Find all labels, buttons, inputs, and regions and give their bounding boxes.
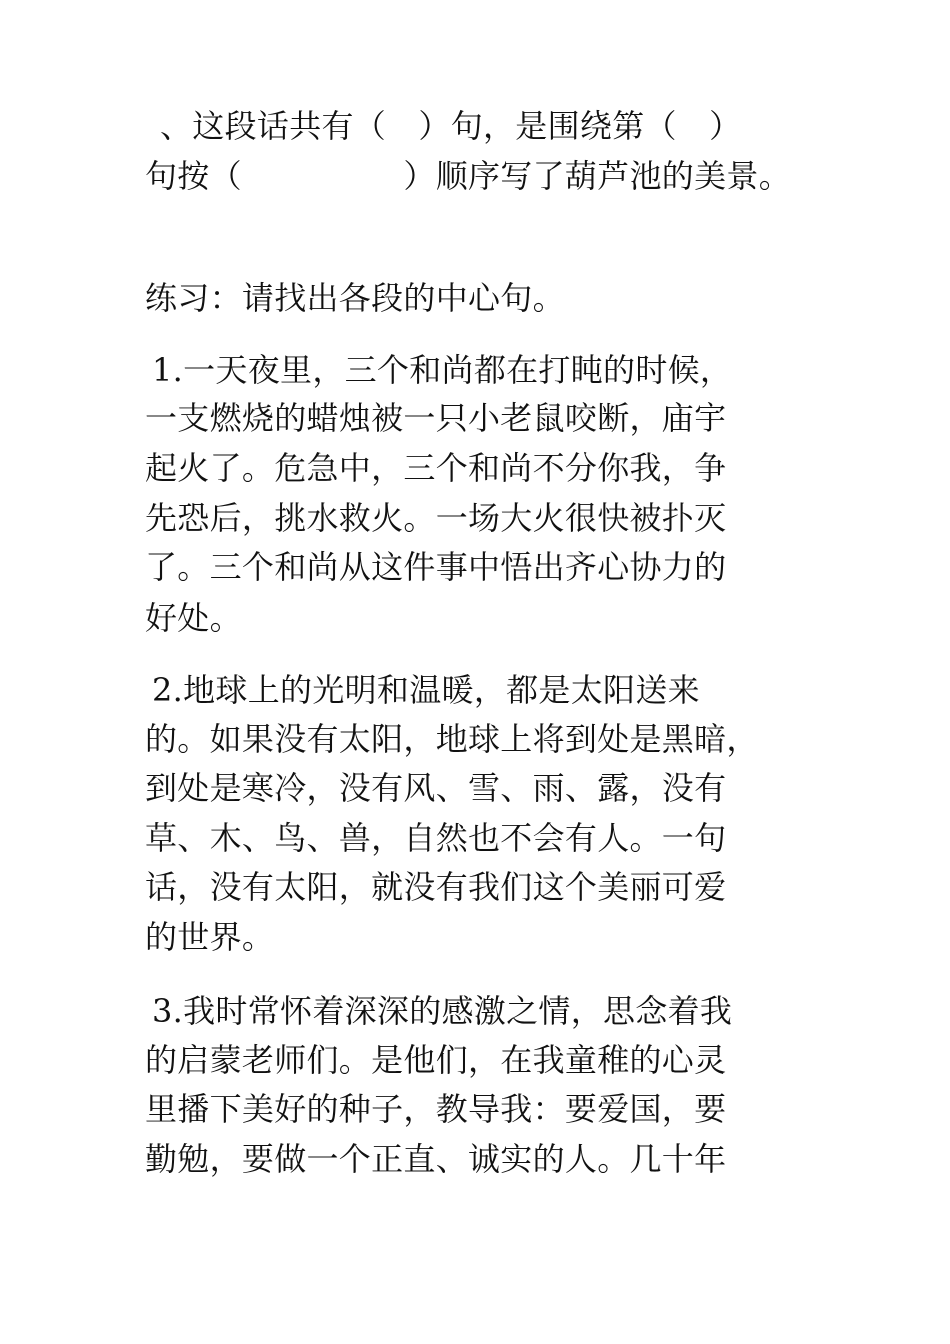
paragraph-2-line-4: 草、木、鸟、兽，自然也不会有人。一句 [145,819,727,857]
paragraph-2-line-5: 话，没有太阳，就没有我们这个美丽可爱 [145,868,727,906]
paragraph-1-line-4: 先恐后，挑水救火。一场大火很快被扑灭 [145,499,727,537]
paragraph-3-line-1: 3.我时常怀着深深的感激之情，思念着我 [152,992,733,1030]
paragraph-2-line-6: 的世界。 [145,918,275,956]
paragraph-1-line-6: 好处。 [145,599,242,637]
paragraph-1-line-2: 一支燃烧的蜡烛被一只小老鼠咬断，庙宇 [145,399,727,437]
question-line-1: 、这段话共有（ ）句，是围绕第（ ） [160,107,742,145]
paragraph-1-line-1: 1.一天夜里，三个和尚都在打盹的时候， [152,351,733,389]
question-line-2: 句按（ ）顺序写了葫芦池的美景。 [145,157,792,195]
paragraph-3-line-3: 里播下美好的种子，教导我：要爱国，要 [145,1090,727,1128]
exercise-heading: 练习：请找出各段的中心句。 [145,279,565,317]
paragraph-2-line-1: 2.地球上的光明和温暖，都是太阳送来 [152,671,700,709]
paragraph-1-line-5: 了。三个和尚从这件事中悟出齐心协力的 [145,548,727,586]
paragraph-2-line-3: 到处是寒冷，没有风、雪、雨、露，没有 [145,769,727,807]
paragraph-3-line-4: 勤勉，要做一个正直、诚实的人。几十年 [145,1140,727,1178]
paragraph-1-line-3: 起火了。危急中，三个和尚不分你我，争 [145,449,727,487]
paragraph-3-line-2: 的启蒙老师们。是他们，在我童稚的心灵 [145,1041,727,1079]
paragraph-2-line-2: 的。如果没有太阳，地球上将到处是黑暗， [145,720,759,758]
